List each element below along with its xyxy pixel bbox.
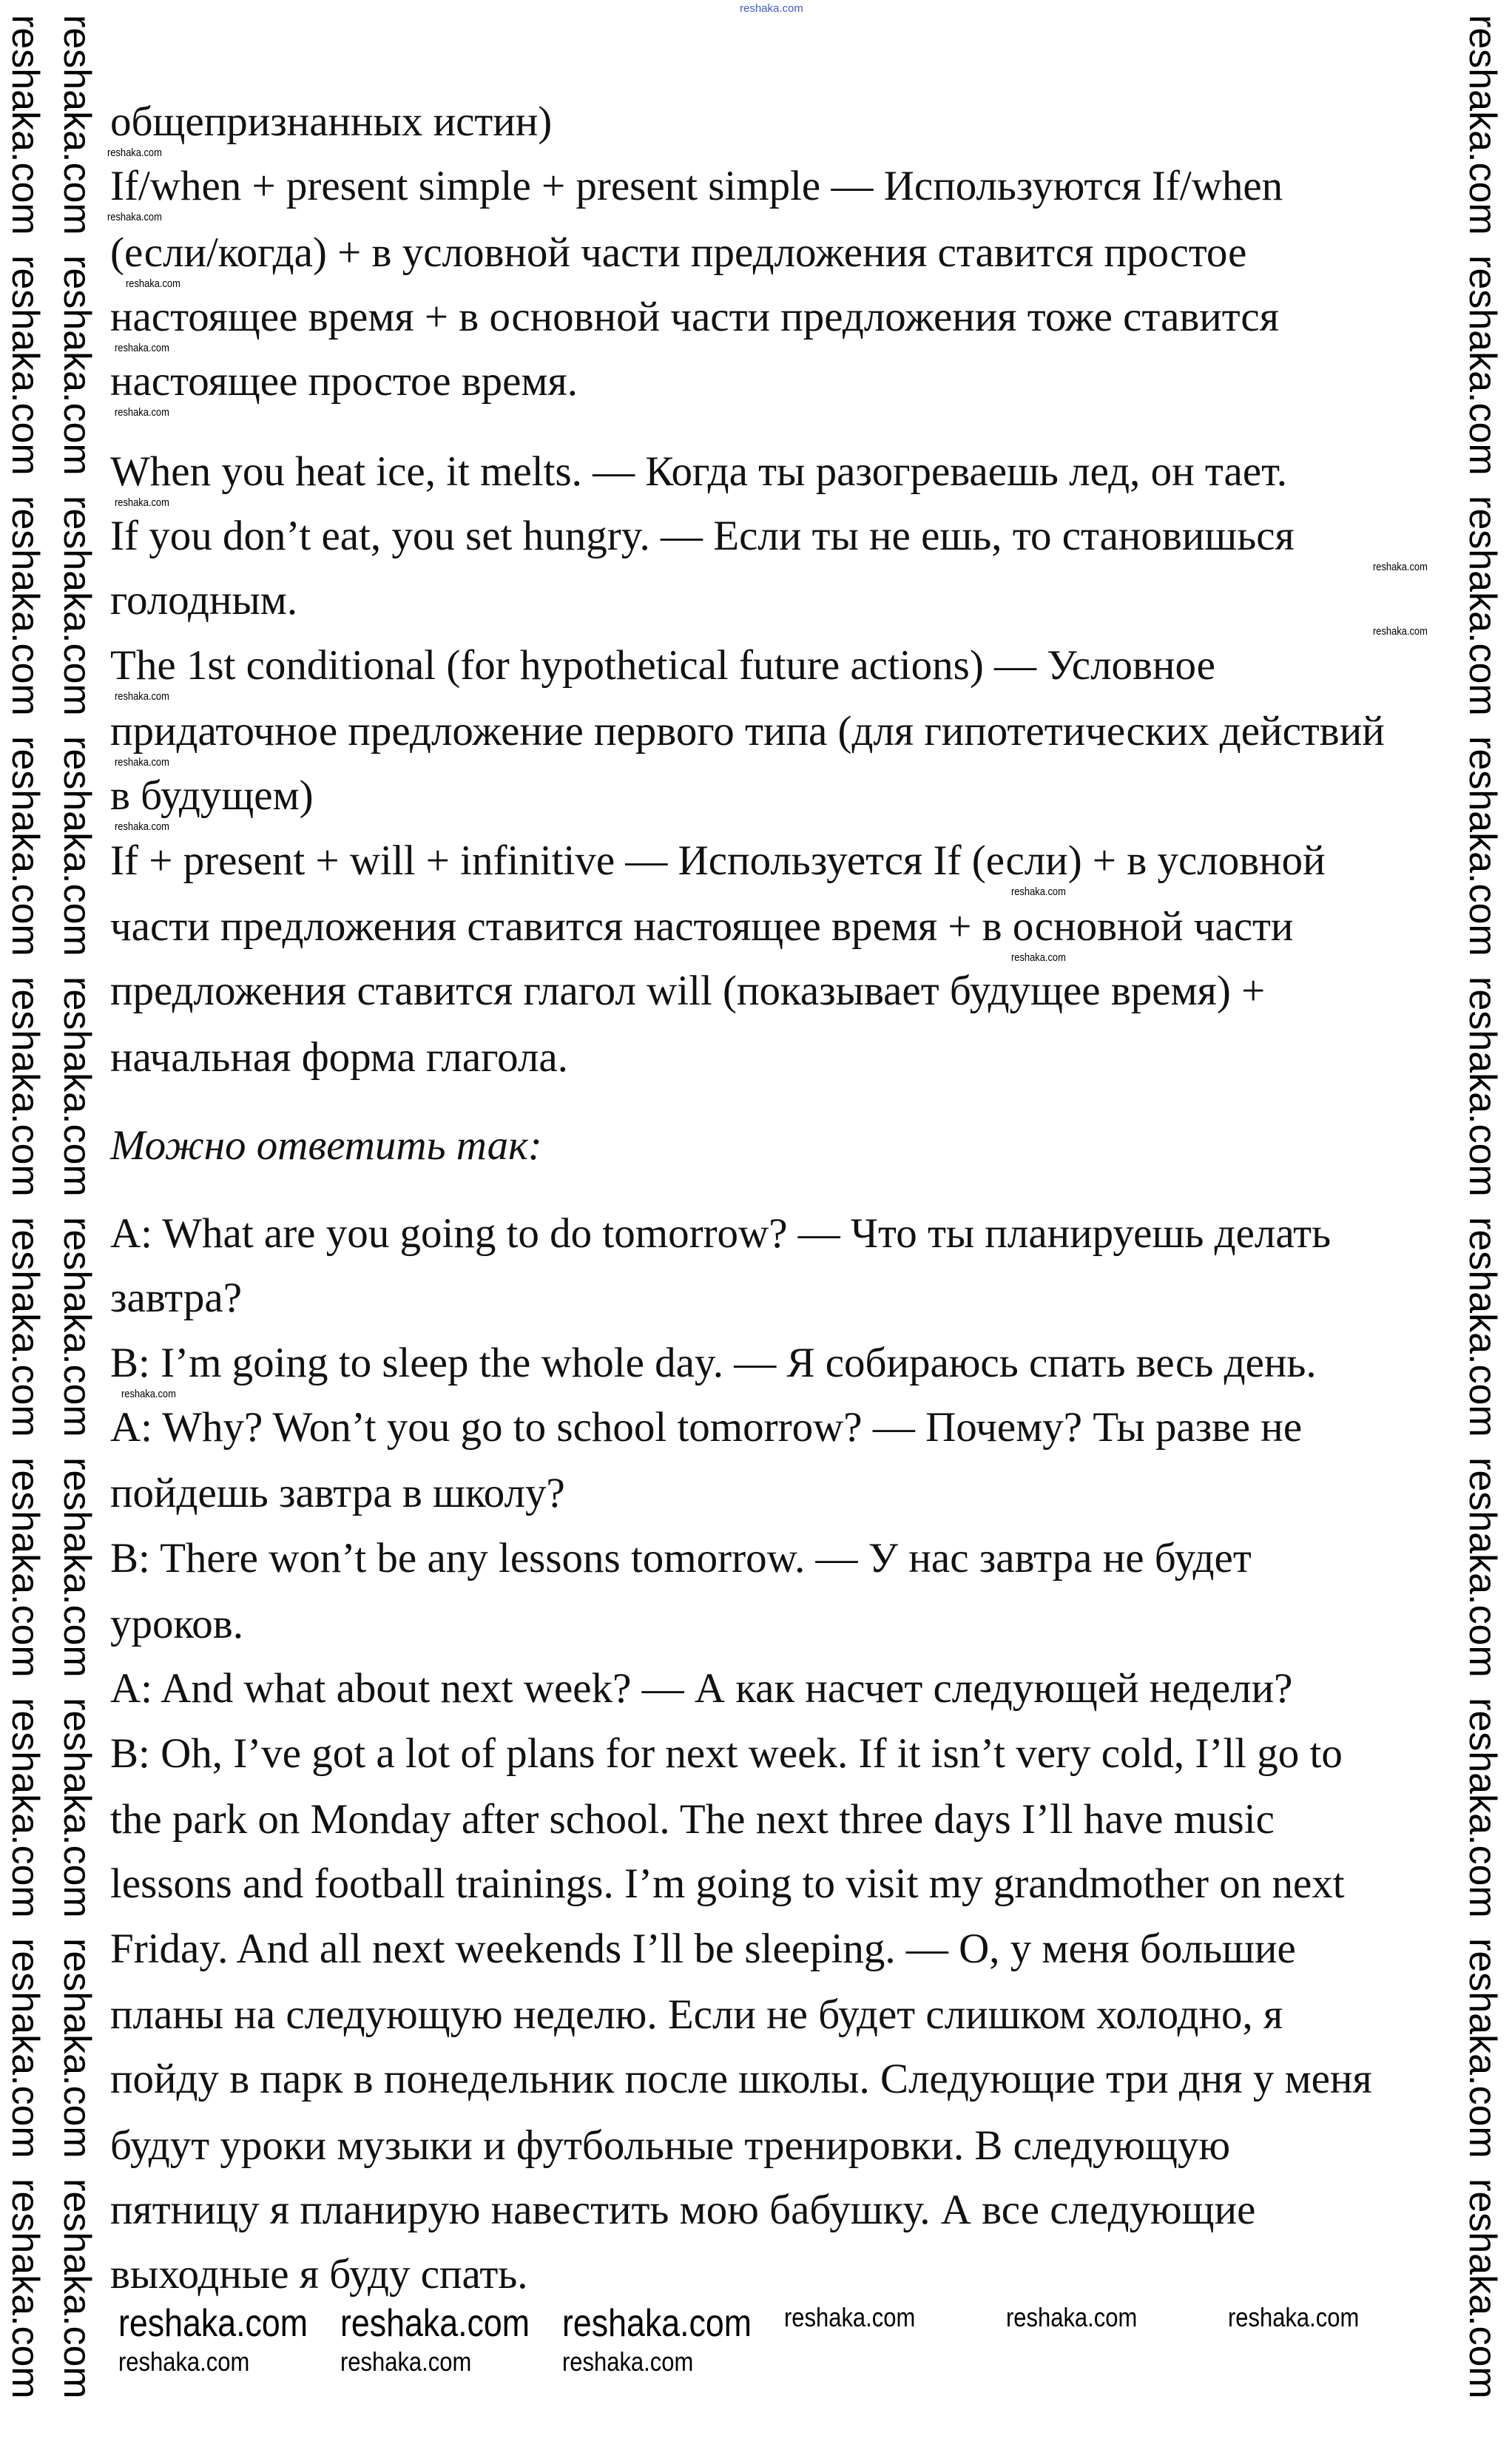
watermark: reshaka.com — [340, 2302, 530, 2345]
watermark: reshaka.com — [115, 756, 169, 769]
watermark: reshaka.com — [55, 2178, 98, 2399]
watermark: reshaka.com — [1461, 255, 1504, 476]
watermark: reshaka.com — [4, 1698, 47, 1918]
watermark: reshaka.com — [4, 1217, 47, 1437]
watermark: reshaka.com — [55, 1938, 98, 2159]
watermark: reshaka.com — [4, 736, 47, 956]
text-line: When you heat ice, it melts. — Когда ты разогреваешь лед, он тает. — [110, 448, 1287, 495]
text-line: предложения ставится глагол will (показывает будущее время) + — [110, 968, 1266, 1014]
watermark: reshaka.com — [4, 15, 47, 235]
text-line: завтра? — [110, 1275, 243, 1321]
watermark: reshaka.com — [115, 406, 169, 419]
text-line: придаточное предложение первого типа (для гипотетических действий — [110, 708, 1385, 755]
watermark: reshaka.com — [1461, 1938, 1504, 2159]
watermark: reshaka.com — [55, 736, 98, 956]
watermark: reshaka.com — [1461, 1457, 1504, 1678]
watermark: reshaka.com — [126, 277, 180, 290]
watermark: reshaka.com — [55, 255, 98, 476]
watermark: reshaka.com — [1461, 15, 1504, 235]
watermark: reshaka.com — [4, 976, 47, 1197]
watermark: reshaka.com — [1461, 1698, 1504, 1918]
watermark: reshaka.com — [562, 2346, 694, 2377]
text-line: общепризнанных истин) — [110, 98, 553, 145]
watermark: reshaka.com — [118, 2346, 250, 2377]
watermark: reshaka.com — [1011, 951, 1066, 964]
text-line: планы на следующую неделю. Если не будет слишком холодно, я — [110, 1991, 1283, 2038]
watermark: reshaka.com — [107, 211, 162, 223]
watermark: reshaka.com — [340, 2346, 472, 2377]
watermark: reshaka.com — [4, 496, 47, 716]
watermark: reshaka.com — [121, 1388, 176, 1400]
text-line: A: What are you going to do tomorrow? — Что ты планируешь делать — [110, 1210, 1332, 1257]
watermark: reshaka.com — [115, 820, 169, 833]
watermark: reshaka.com — [115, 342, 169, 354]
text-line: Friday. And all next weekends I’ll be sleeping. — О, у меня большие — [110, 1925, 1296, 1972]
text-line: выходные я буду спать. — [110, 2251, 528, 2298]
text-line: lessons and football trainings. I’m going to visit my grandmother on next — [110, 1860, 1345, 1907]
watermark: reshaka.com — [1461, 736, 1504, 956]
watermark: reshaka.com — [784, 2302, 916, 2332]
watermark: reshaka.com — [115, 690, 169, 703]
watermark: reshaka.com — [740, 2, 803, 15]
watermark: reshaka.com — [4, 2178, 47, 2399]
text-line: If you don’t eat, you set hungry. — Если ты не ешь, то становишься — [110, 513, 1295, 559]
text-line: уроков. — [110, 1601, 243, 1647]
text-line: настоящее простое время. — [110, 358, 578, 405]
watermark: reshaka.com — [1461, 496, 1504, 716]
text-line: The 1st conditional (for hypothetical future actions) — Условное — [110, 642, 1215, 689]
watermark: reshaka.com — [1011, 885, 1066, 898]
text-line: If + present + will + infinitive — Используется If (если) + в условной — [110, 837, 1326, 884]
text-line: (если/когда) + в условной части предложения ставится простое — [110, 229, 1247, 276]
watermark: reshaka.com — [55, 1457, 98, 1678]
text-line: настоящее время + в основной части предложения тоже ставится — [110, 294, 1279, 340]
watermark: reshaka.com — [1461, 2178, 1504, 2399]
text-line: в будущем) — [110, 772, 314, 819]
text-line: части предложения ставится настоящее время + в основной части — [110, 903, 1294, 950]
text-line: пойду в парк в понедельник после школы. Следующие три дня у меня — [110, 2056, 1372, 2102]
text-line: начальная форма глагола. — [110, 1034, 568, 1081]
text-line: будут уроки музыки и футбольные тренировки. В следующую — [110, 2122, 1231, 2169]
watermark: reshaka.com — [4, 1938, 47, 2159]
watermark: reshaka.com — [118, 2302, 308, 2345]
watermark: reshaka.com — [55, 15, 98, 235]
section-heading: Можно ответить так: — [110, 1122, 542, 1169]
watermark: reshaka.com — [1461, 1217, 1504, 1437]
watermark: reshaka.com — [1461, 976, 1504, 1197]
watermark: reshaka.com — [1373, 625, 1428, 638]
text-line: B: I’m going to sleep the whole day. — Я собираюсь спать весь день. — [110, 1340, 1317, 1386]
watermark: reshaka.com — [562, 2302, 752, 2345]
text-line: пойдешь завтра в школу? — [110, 1470, 565, 1516]
watermark: reshaka.com — [115, 496, 169, 509]
text-line: If/when + present simple + present simple — Используются If/when — [110, 163, 1283, 209]
watermark: reshaka.com — [55, 1217, 98, 1437]
watermark: reshaka.com — [1228, 2302, 1360, 2332]
text-line: пятницу я планирую навестить мою бабушку. А все следующие — [110, 2187, 1256, 2233]
watermark: reshaka.com — [55, 1698, 98, 1918]
text-line: A: And what about next week? — А как насчет следующей недели? — [110, 1665, 1293, 1712]
watermark: reshaka.com — [1006, 2302, 1138, 2332]
text-line: B: Oh, I’ve got a lot of plans for next week. If it isn’t very cold, I’ll go to — [110, 1730, 1343, 1777]
watermark: reshaka.com — [107, 146, 162, 159]
text-line: голодным. — [110, 577, 298, 624]
text-line: the park on Monday after school. The next three days I’ll have music — [110, 1796, 1275, 1843]
watermark: reshaka.com — [1373, 561, 1428, 573]
watermark: reshaka.com — [55, 976, 98, 1197]
text-line: A: Why? Won’t you go to school tomorrow? — Почему? Ты разве не — [110, 1404, 1303, 1451]
watermark: reshaka.com — [4, 1457, 47, 1678]
watermark: reshaka.com — [4, 255, 47, 476]
text-line: B: There won’t be any lessons tomorrow. — У нас завтра не будет — [110, 1535, 1252, 1582]
watermark: reshaka.com — [55, 496, 98, 716]
